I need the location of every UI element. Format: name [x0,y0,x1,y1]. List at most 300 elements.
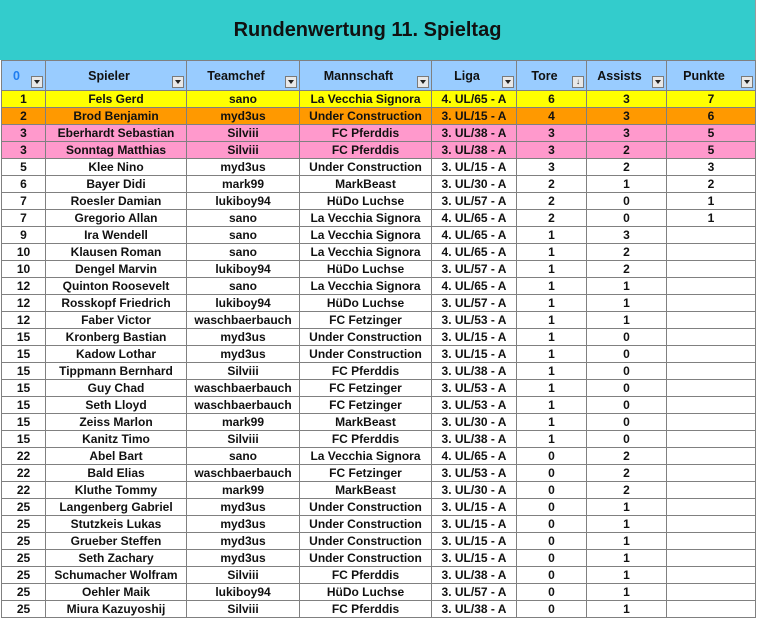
mannschaft-cell[interactable]: FC Pferddis [300,601,432,618]
tore-cell[interactable]: 4 [517,108,587,125]
punkte-cell[interactable] [667,329,756,346]
tore-cell[interactable]: 2 [517,176,587,193]
punkte-cell[interactable] [667,482,756,499]
player-cell[interactable]: Seth Zachary [46,550,187,567]
rank-cell[interactable]: 25 [2,601,46,618]
player-cell[interactable]: Dengel Marvin [46,261,187,278]
assists-cell[interactable]: 2 [587,448,667,465]
punkte-cell[interactable]: 5 [667,142,756,159]
rank-cell[interactable]: 25 [2,499,46,516]
liga-cell[interactable]: 3. UL/53 - A [432,397,517,414]
rank-cell[interactable]: 22 [2,465,46,482]
table-row [2,363,756,380]
column-header-label: Spieler [88,68,130,83]
teamchef-cell[interactable]: Silviii [187,125,300,142]
assists-cell[interactable]: 1 [587,516,667,533]
teamchef-cell[interactable]: myd3us [187,533,300,550]
column-header-mannschaft[interactable] [300,61,432,91]
teamchef-cell[interactable]: waschbaerbauch [187,465,300,482]
table-row [2,550,756,567]
rank-cell[interactable]: 25 [2,584,46,601]
assists-cell[interactable]: 3 [587,91,667,108]
player-cell[interactable]: Bayer Didi [46,176,187,193]
punkte-cell[interactable] [667,397,756,414]
teamchef-cell[interactable]: myd3us [187,108,300,125]
liga-cell[interactable]: 3. UL/15 - A [432,499,517,516]
assists-cell[interactable]: 2 [587,482,667,499]
table-row [2,91,756,108]
rank-cell[interactable]: 15 [2,329,46,346]
rank-cell[interactable]: 22 [2,482,46,499]
ranking-table [1,60,756,618]
punkte-cell[interactable] [667,448,756,465]
tore-cell[interactable]: 6 [517,91,587,108]
player-cell[interactable]: Schumacher Wolfram [46,567,187,584]
teamchef-cell[interactable]: myd3us [187,499,300,516]
tore-cell[interactable]: 3 [517,159,587,176]
mannschaft-cell[interactable]: Under Construction [300,550,432,567]
rank-cell[interactable]: 6 [2,176,46,193]
tore-cell[interactable]: 3 [517,142,587,159]
tore-cell[interactable]: 3 [517,125,587,142]
mannschaft-cell[interactable]: MarkBeast [300,482,432,499]
rank-cell[interactable]: 10 [2,261,46,278]
teamchef-cell[interactable]: myd3us [187,550,300,567]
liga-cell[interactable]: 3. UL/53 - A [432,380,517,397]
tore-cell[interactable]: 1 [517,278,587,295]
player-cell[interactable]: Kadow Lothar [46,346,187,363]
liga-cell[interactable]: 4. UL/65 - A [432,278,517,295]
column-header-label: Teamchef [207,68,265,83]
tore-cell[interactable]: 0 [517,465,587,482]
rank-cell[interactable]: 2 [2,108,46,125]
liga-cell[interactable]: 4. UL/65 - A [432,244,517,261]
teamchef-cell[interactable]: Silviii [187,363,300,380]
mannschaft-cell[interactable]: Under Construction [300,499,432,516]
assists-cell[interactable]: 0 [587,193,667,210]
tore-cell[interactable]: 2 [517,210,587,227]
mannschaft-cell[interactable]: La Vecchia Signora [300,244,432,261]
rank-cell[interactable]: 7 [2,193,46,210]
rank-cell[interactable]: 15 [2,414,46,431]
mannschaft-cell[interactable]: HüDo Luchse [300,261,432,278]
mannschaft-cell[interactable]: FC Fetzinger [300,397,432,414]
rank-cell[interactable]: 5 [2,159,46,176]
sort-descending-icon[interactable]: ↓ [572,76,584,88]
table-row [2,601,756,618]
liga-cell[interactable]: 3. UL/57 - A [432,261,517,278]
rank-cell[interactable]: 15 [2,346,46,363]
table-body [2,91,756,618]
column-header-assists[interactable] [587,61,667,91]
sheet-title: Rundenwertung 11. Spieltag [233,19,502,41]
punkte-cell[interactable]: 1 [667,193,756,210]
teamchef-cell[interactable]: sano [187,91,300,108]
mannschaft-cell[interactable]: HüDo Luchse [300,584,432,601]
liga-cell[interactable]: 3. UL/53 - A [432,312,517,329]
mannschaft-cell[interactable]: La Vecchia Signora [300,278,432,295]
punkte-cell[interactable] [667,346,756,363]
assists-cell[interactable]: 3 [587,108,667,125]
liga-cell[interactable]: 3. UL/38 - A [432,363,517,380]
teamchef-cell[interactable]: myd3us [187,159,300,176]
player-cell[interactable]: Faber Victor [46,312,187,329]
tore-cell[interactable]: 0 [517,482,587,499]
assists-cell[interactable]: 0 [587,397,667,414]
punkte-cell[interactable] [667,584,756,601]
dropdown-arrow-icon[interactable] [417,76,429,88]
assists-cell[interactable]: 0 [587,346,667,363]
column-header-liga[interactable] [432,61,517,91]
table-row [2,448,756,465]
table-row [2,193,756,210]
mannschaft-cell[interactable]: Under Construction [300,329,432,346]
rank-cell[interactable]: 10 [2,244,46,261]
player-cell[interactable]: Kronberg Bastian [46,329,187,346]
column-header-label: Mannschaft [323,68,394,83]
tore-cell[interactable]: 1 [517,431,587,448]
player-cell[interactable]: Klee Nino [46,159,187,176]
teamchef-cell[interactable]: waschbaerbauch [187,380,300,397]
dropdown-arrow-icon[interactable] [502,76,514,88]
punkte-cell[interactable]: 5 [667,125,756,142]
mannschaft-cell[interactable]: Under Construction [300,159,432,176]
table-row [2,584,756,601]
assists-cell[interactable]: 1 [587,176,667,193]
tore-cell[interactable]: 1 [517,227,587,244]
mannschaft-cell[interactable]: Under Construction [300,108,432,125]
assists-cell[interactable]: 0 [587,380,667,397]
tore-cell[interactable]: 1 [517,261,587,278]
liga-cell[interactable]: 3. UL/30 - A [432,482,517,499]
punkte-cell[interactable] [667,499,756,516]
liga-cell[interactable]: 3. UL/57 - A [432,295,517,312]
column-header-label: Punkte [683,68,725,83]
dropdown-arrow-icon[interactable] [172,76,184,88]
column-header-tore[interactable] [517,61,587,91]
liga-cell[interactable]: 3. UL/53 - A [432,465,517,482]
table-row [2,431,756,448]
player-cell[interactable]: Brod Benjamin [46,108,187,125]
tore-cell[interactable]: 0 [517,516,587,533]
teamchef-cell[interactable]: Silviii [187,431,300,448]
punkte-cell[interactable]: 3 [667,159,756,176]
rank-cell[interactable]: 15 [2,397,46,414]
teamchef-cell[interactable]: lukiboy94 [187,584,300,601]
punkte-cell[interactable] [667,550,756,567]
liga-cell[interactable]: 3. UL/15 - A [432,346,517,363]
table-row [2,397,756,414]
player-cell[interactable]: Oehler Maik [46,584,187,601]
assists-cell[interactable]: 0 [587,363,667,380]
tore-cell[interactable]: 0 [517,499,587,516]
rank-cell[interactable]: 1 [2,91,46,108]
rank-cell[interactable]: 12 [2,278,46,295]
liga-cell[interactable]: 3. UL/57 - A [432,584,517,601]
assists-cell[interactable]: 0 [587,210,667,227]
table-row [2,567,756,584]
liga-cell[interactable]: 4. UL/65 - A [432,448,517,465]
assists-cell[interactable]: 2 [587,142,667,159]
assists-cell[interactable]: 3 [587,125,667,142]
punkte-cell[interactable]: 2 [667,176,756,193]
assists-cell[interactable]: 1 [587,601,667,618]
tore-cell[interactable]: 1 [517,329,587,346]
table-row [2,295,756,312]
player-cell[interactable]: Grueber Steffen [46,533,187,550]
mannschaft-cell[interactable]: FC Fetzinger [300,380,432,397]
punkte-cell[interactable] [667,312,756,329]
rank-cell[interactable]: 12 [2,295,46,312]
teamchef-cell[interactable]: lukiboy94 [187,193,300,210]
table-row [2,414,756,431]
liga-cell[interactable]: 3. UL/38 - A [432,142,517,159]
mannschaft-cell[interactable]: FC Fetzinger [300,465,432,482]
teamchef-cell[interactable]: lukiboy94 [187,261,300,278]
column-header-label: Liga [454,68,480,83]
column-header-rank[interactable] [2,61,46,91]
punkte-cell[interactable] [667,261,756,278]
assists-cell[interactable]: 0 [587,431,667,448]
table-row [2,499,756,516]
column-header-label: Tore [531,68,558,83]
teamchef-cell[interactable]: sano [187,278,300,295]
mannschaft-cell[interactable]: FC Pferddis [300,431,432,448]
mannschaft-cell[interactable]: HüDo Luchse [300,193,432,210]
tore-cell[interactable]: 0 [517,601,587,618]
punkte-cell[interactable]: 1 [667,210,756,227]
column-header-label: 0 [13,68,20,83]
tore-cell[interactable]: 1 [517,312,587,329]
teamchef-cell[interactable]: mark99 [187,176,300,193]
punkte-cell[interactable] [667,431,756,448]
dropdown-arrow-icon[interactable] [741,76,753,88]
punkte-cell[interactable] [667,533,756,550]
liga-cell[interactable]: 3. UL/38 - A [432,601,517,618]
liga-cell[interactable]: 3. UL/15 - A [432,516,517,533]
assists-cell[interactable]: 2 [587,159,667,176]
tore-cell[interactable]: 0 [517,567,587,584]
header-row [2,61,756,91]
punkte-cell[interactable]: 7 [667,91,756,108]
rank-cell[interactable]: 25 [2,567,46,584]
mannschaft-cell[interactable]: FC Pferddis [300,125,432,142]
punkte-cell[interactable] [667,465,756,482]
rank-cell[interactable]: 15 [2,363,46,380]
player-cell[interactable]: Rosskopf Friedrich [46,295,187,312]
teamchef-cell[interactable]: myd3us [187,329,300,346]
tore-cell[interactable]: 1 [517,346,587,363]
mannschaft-cell[interactable]: La Vecchia Signora [300,227,432,244]
tore-cell[interactable]: 0 [517,584,587,601]
teamchef-cell[interactable]: sano [187,210,300,227]
player-cell[interactable]: Kluthe Tommy [46,482,187,499]
table-row [2,278,756,295]
mannschaft-cell[interactable]: FC Pferddis [300,142,432,159]
assists-cell[interactable]: 1 [587,295,667,312]
punkte-cell[interactable] [667,244,756,261]
player-cell[interactable]: Seth Lloyd [46,397,187,414]
assists-cell[interactable]: 0 [587,414,667,431]
punkte-cell[interactable] [667,380,756,397]
teamchef-cell[interactable]: waschbaerbauch [187,312,300,329]
mannschaft-cell[interactable]: MarkBeast [300,414,432,431]
table-row [2,244,756,261]
dropdown-arrow-icon[interactable] [31,76,43,88]
teamchef-cell[interactable]: mark99 [187,482,300,499]
tore-cell[interactable]: 1 [517,380,587,397]
rank-cell[interactable]: 15 [2,431,46,448]
table-row [2,142,756,159]
punkte-cell[interactable] [667,363,756,380]
player-cell[interactable]: Gregorio Allan [46,210,187,227]
assists-cell[interactable]: 2 [587,261,667,278]
tore-cell[interactable]: 1 [517,244,587,261]
punkte-cell[interactable] [667,516,756,533]
assists-cell[interactable]: 2 [587,465,667,482]
mannschaft-cell[interactable]: FC Pferddis [300,363,432,380]
teamchef-cell[interactable]: Silviii [187,567,300,584]
mannschaft-cell[interactable]: Under Construction [300,346,432,363]
teamchef-cell[interactable]: myd3us [187,516,300,533]
player-cell[interactable]: Stutzkeis Lukas [46,516,187,533]
player-cell[interactable]: Langenberg Gabriel [46,499,187,516]
liga-cell[interactable]: 3. UL/38 - A [432,431,517,448]
teamchef-cell[interactable]: Silviii [187,601,300,618]
tore-cell[interactable]: 1 [517,363,587,380]
mannschaft-cell[interactable]: La Vecchia Signora [300,448,432,465]
tore-cell[interactable]: 1 [517,295,587,312]
mannschaft-cell[interactable]: FC Pferddis [300,567,432,584]
player-cell[interactable]: Eberhardt Sebastian [46,125,187,142]
player-cell[interactable]: Ira Wendell [46,227,187,244]
teamchef-cell[interactable]: lukiboy94 [187,295,300,312]
assists-cell[interactable]: 1 [587,567,667,584]
rank-cell[interactable]: 25 [2,550,46,567]
player-cell[interactable]: Miura Kazuyoshij [46,601,187,618]
table-row [2,125,756,142]
mannschaft-cell[interactable]: La Vecchia Signora [300,91,432,108]
dropdown-arrow-icon[interactable] [652,76,664,88]
assists-cell[interactable]: 1 [587,278,667,295]
rank-cell[interactable]: 3 [2,142,46,159]
assists-cell[interactable]: 1 [587,312,667,329]
assists-cell[interactable]: 1 [587,584,667,601]
player-cell[interactable]: Klausen Roman [46,244,187,261]
mannschaft-cell[interactable]: La Vecchia Signora [300,210,432,227]
mannschaft-cell[interactable]: HüDo Luchse [300,295,432,312]
rank-cell[interactable]: 9 [2,227,46,244]
liga-cell[interactable]: 4. UL/65 - A [432,210,517,227]
dropdown-arrow-icon[interactable] [285,76,297,88]
liga-cell[interactable]: 3. UL/15 - A [432,108,517,125]
tore-cell[interactable]: 0 [517,550,587,567]
rank-cell[interactable]: 7 [2,210,46,227]
player-cell[interactable]: Abel Bart [46,448,187,465]
player-cell[interactable]: Bald Elias [46,465,187,482]
mannschaft-cell[interactable]: Under Construction [300,516,432,533]
liga-cell[interactable]: 4. UL/65 - A [432,91,517,108]
tore-cell[interactable]: 2 [517,193,587,210]
column-header-spieler[interactable] [46,61,187,91]
punkte-cell[interactable]: 6 [667,108,756,125]
assists-cell[interactable]: 1 [587,550,667,567]
tore-cell[interactable]: 0 [517,448,587,465]
teamchef-cell[interactable]: sano [187,448,300,465]
teamchef-cell[interactable]: Silviii [187,142,300,159]
table-row [2,210,756,227]
player-cell[interactable]: Quinton Roosevelt [46,278,187,295]
assists-cell[interactable]: 1 [587,499,667,516]
liga-cell[interactable]: 3. UL/38 - A [432,125,517,142]
teamchef-cell[interactable]: sano [187,244,300,261]
table-row [2,227,756,244]
liga-cell[interactable]: 3. UL/15 - A [432,533,517,550]
table-row [2,261,756,278]
player-cell[interactable]: Zeiss Marlon [46,414,187,431]
rank-cell[interactable]: 25 [2,533,46,550]
rank-cell[interactable]: 25 [2,516,46,533]
player-cell[interactable]: Sonntag Matthias [46,142,187,159]
punkte-cell[interactable] [667,414,756,431]
player-cell[interactable]: Guy Chad [46,380,187,397]
liga-cell[interactable]: 3. UL/38 - A [432,567,517,584]
punkte-cell[interactable] [667,295,756,312]
liga-cell[interactable]: 3. UL/15 - A [432,550,517,567]
liga-cell[interactable]: 3. UL/30 - A [432,176,517,193]
liga-cell[interactable]: 3. UL/57 - A [432,193,517,210]
tore-cell[interactable]: 1 [517,397,587,414]
column-header-punkte[interactable] [667,61,756,91]
assists-cell[interactable]: 2 [587,244,667,261]
rank-cell[interactable]: 22 [2,448,46,465]
assists-cell[interactable]: 3 [587,227,667,244]
table-row [2,533,756,550]
liga-cell[interactable]: 3. UL/30 - A [432,414,517,431]
punkte-cell[interactable] [667,227,756,244]
mannschaft-cell[interactable]: Under Construction [300,533,432,550]
teamchef-cell[interactable]: waschbaerbauch [187,397,300,414]
table-row [2,176,756,193]
teamchef-cell[interactable]: mark99 [187,414,300,431]
player-cell[interactable]: Roesler Damian [46,193,187,210]
tore-cell[interactable]: 1 [517,414,587,431]
punkte-cell[interactable] [667,601,756,618]
player-cell[interactable]: Tippmann Bernhard [46,363,187,380]
tore-cell[interactable]: 0 [517,533,587,550]
rank-cell[interactable]: 15 [2,380,46,397]
rank-cell[interactable]: 12 [2,312,46,329]
assists-cell[interactable]: 1 [587,533,667,550]
mannschaft-cell[interactable]: FC Fetzinger [300,312,432,329]
table-row [2,380,756,397]
player-cell[interactable]: Kanitz Timo [46,431,187,448]
rank-cell[interactable]: 3 [2,125,46,142]
table-row [2,312,756,329]
assists-cell[interactable]: 0 [587,329,667,346]
teamchef-cell[interactable]: sano [187,227,300,244]
liga-cell[interactable]: 3. UL/15 - A [432,329,517,346]
punkte-cell[interactable] [667,278,756,295]
column-header-teamchef[interactable] [187,61,300,91]
mannschaft-cell[interactable]: MarkBeast [300,176,432,193]
player-cell[interactable]: Fels Gerd [46,91,187,108]
liga-cell[interactable]: 4. UL/65 - A [432,227,517,244]
table-row [2,482,756,499]
punkte-cell[interactable] [667,567,756,584]
liga-cell[interactable]: 3. UL/15 - A [432,159,517,176]
teamchef-cell[interactable]: myd3us [187,346,300,363]
